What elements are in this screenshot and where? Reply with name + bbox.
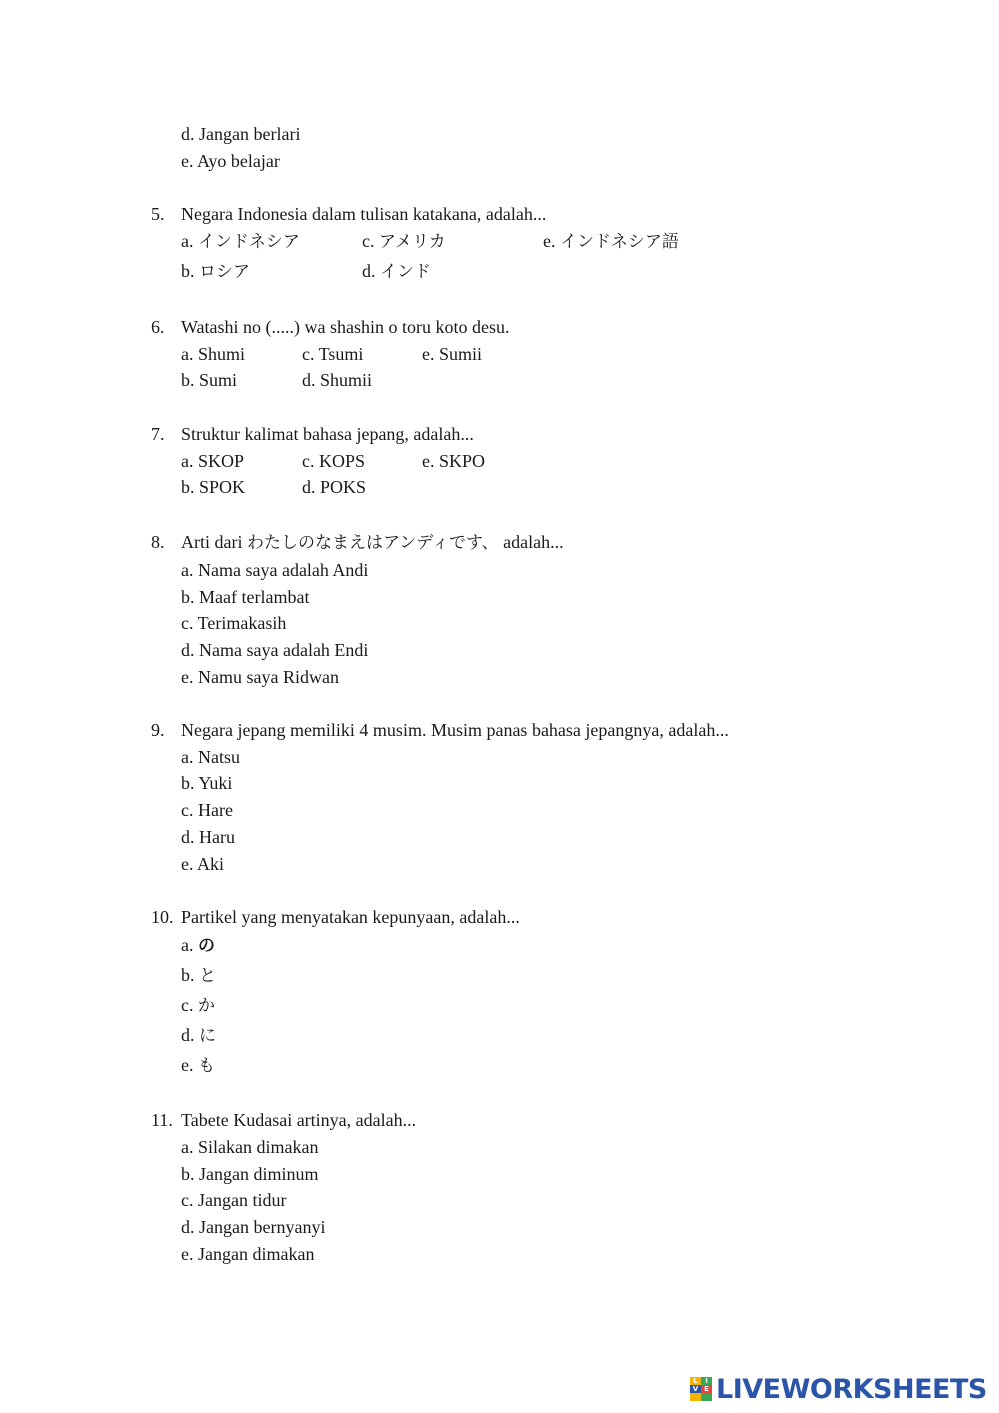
option-letter: c. [362,231,375,251]
option-letter: e. [543,231,556,251]
option-text: インドネシア [198,232,300,252]
option-text: インド [380,262,431,282]
logo-tile-v: V [690,1385,701,1393]
q9-question: Negara jepang memiliki 4 musim. Musim panas bahasa jepangnya, adalah... [181,720,729,740]
q7-option-d: d. POKS [302,477,367,497]
logo-tile-l: L [690,1377,701,1385]
q6-option-e: e. Sumii [422,344,483,364]
q11-option-c: c. Jangan tidur [181,1190,287,1210]
q8-option-c: c. Terimakasih [181,613,287,633]
q6-number: 6. [151,317,165,337]
q7-number: 7. [151,424,165,444]
q4-option-d: d. Jangan berlari [181,124,301,144]
option-text: ロシア [199,262,250,282]
q5-number: 5. [151,204,165,224]
q6-option-d: d. Shumii [302,370,373,390]
q10-option-b [181,964,216,987]
logo-tile-i: I [701,1377,712,1385]
q5-option-b [181,260,250,283]
q5-option-d [362,260,431,283]
q6-question: Watashi no (.....) wa shashin o toru koto desu. [181,317,510,337]
q8-option-b: b. Maaf terlambat [181,587,310,607]
q8-question [181,531,564,554]
q5-option-c [362,230,446,253]
option-letter: b. [181,965,195,985]
option-letter: a. [181,231,194,251]
option-letter: e. [181,1055,194,1075]
liveworksheets-logo [690,1374,987,1404]
q5-option-a [181,230,300,253]
option-letter: b. [181,261,195,281]
logo-tile-fill [701,1393,712,1401]
q10-question: Partikel yang menyatakan kepunyaan, adalah... [181,907,520,927]
q11-option-d: d. Jangan bernyanyi [181,1217,326,1237]
q8-option-d: d. Nama saya adalah Endi [181,640,369,660]
q10-option-d [181,1024,216,1047]
liveworksheets-logo-icon [690,1377,712,1401]
logo-text: LIVEWORKSHEETS [716,1373,987,1405]
q8-option-a: a. Nama saya adalah Andi [181,560,369,580]
q10-option-a [181,934,215,957]
q8-question-post: adalah... [498,532,564,552]
q7-option-e: e. SKPO [422,451,486,471]
q7-question: Struktur kalimat bahasa jepang, adalah... [181,424,474,444]
option-text: アメリカ [379,232,446,252]
option-text: と [199,966,216,986]
logo-tile-e: E [701,1385,712,1393]
q9-option-d: d. Haru [181,827,235,847]
q9-option-b: b. Yuki [181,773,233,793]
q4-option-e: e. Ayo belajar [181,151,280,171]
q8-number: 8. [151,532,165,552]
option-text: も [198,1056,215,1076]
q9-option-c: c. Hare [181,800,233,820]
option-letter: d. [181,1025,195,1045]
q11-option-e: e. Jangan dimakan [181,1244,315,1264]
q6-option-b: b. Sumi [181,370,238,390]
q6-option-c: c. Tsumi [302,344,364,364]
q8-question-jp: わたしのなまえはアンディです、 [246,533,499,553]
q11-question: Tabete Kudasai artinya, adalah... [181,1110,417,1130]
option-text: か [198,996,215,1016]
q7-option-b: b. SPOK [181,477,246,497]
q10-number: 10. [151,907,174,927]
option-text: インドネシア語 [560,232,679,252]
q10-option-c [181,994,215,1017]
q9-option-e: e. Aki [181,854,224,874]
q5-option-e [543,230,679,253]
option-letter: c. [181,995,194,1015]
q11-option-b: b. Jangan diminum [181,1164,319,1184]
option-letter: a. [181,935,194,955]
logo-tile-fill [690,1393,701,1401]
q11-number: 11. [151,1110,173,1130]
option-text: に [199,1026,216,1046]
q11-option-a: a. Silakan dimakan [181,1137,319,1157]
q5-question: Negara Indonesia dalam tulisan katakana, adalah... [181,204,547,224]
q8-question-pre: Arti dari [181,532,247,552]
q8-option-e: e. Namu saya Ridwan [181,667,339,687]
q9-option-a: a. Natsu [181,747,240,767]
q6-option-a: a. Shumi [181,344,246,364]
q7-option-a: a. SKOP [181,451,245,471]
q7-option-c: c. KOPS [302,451,366,471]
q9-number: 9. [151,720,165,740]
option-text: の [198,936,215,956]
option-letter: d. [362,261,376,281]
q10-option-e [181,1054,215,1077]
